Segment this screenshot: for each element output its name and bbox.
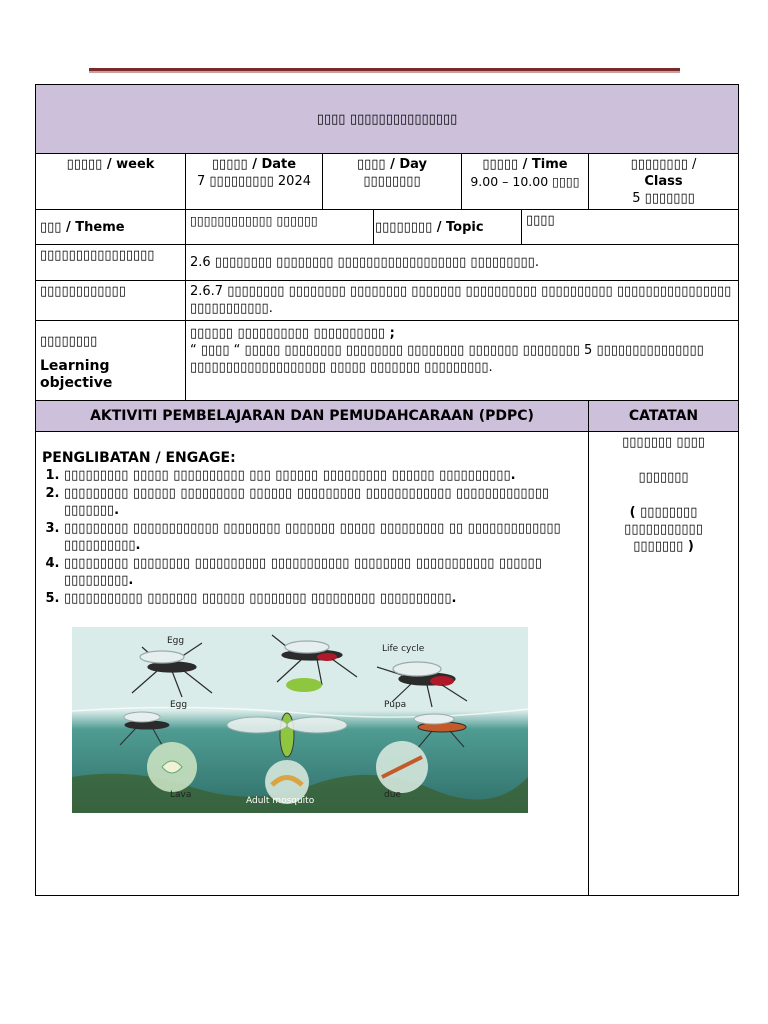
- label-adult: Adult mosquito: [246, 796, 315, 806]
- theme-label: ▯▯▯ / Theme: [36, 210, 186, 245]
- class-cell: [589, 154, 739, 210]
- class-label: ▯▯▯▯▯▯▯▯ /: [630, 157, 697, 172]
- standard-learning-label: ▯▯▯▯▯▯▯▯▯▯▯▯: [36, 281, 186, 321]
- notes-line-2: ▯▯▯▯▯▯▯: [638, 470, 689, 485]
- mosquito-life-cycle-illustration: [72, 627, 528, 813]
- list-item: 3. ▯▯▯▯▯▯▯▯▯ ▯▯▯▯▯▯▯▯▯▯▯▯ ▯▯▯▯▯▯▯▯ ▯▯▯▯▯▯▯ ▯▯▯▯▯ ▯▯▯▯▯▯▯▯▯ ▯▯ ▯▯▯▯▯▯▯▯▯▯▯▯▯ ▯▯▯▯▯▯▯▯▯▯.: [64, 520, 582, 554]
- theme-value: ▯▯▯▯▯▯▯▯▯▯▯▯ ▯▯▯▯▯▯: [186, 210, 374, 245]
- topic-label: ▯▯▯▯▯▯▯▯ / Topic: [374, 210, 522, 245]
- time-cell: [462, 154, 589, 210]
- larva-surface: [286, 678, 322, 692]
- week-label: ▯▯▯▯▯ / week: [66, 157, 155, 172]
- date-value: 7 ▯▯▯▯▯▯▯▯▯ 2024: [196, 174, 311, 189]
- document-title: ▯▯▯▯ ▯▯▯▯▯▯▯▯▯▯▯▯▯▯▯: [36, 85, 739, 154]
- notes-line-3: ( ▯▯▯▯▯▯▯▯: [629, 505, 698, 520]
- week-cell: [36, 154, 186, 210]
- activity-body: [36, 432, 589, 896]
- activity-steps: [42, 467, 582, 607]
- lesson-plan-table: [35, 84, 739, 896]
- topic-value: ▯▯▯▯: [522, 210, 739, 245]
- objective-label-cell: [36, 321, 186, 401]
- time-value: 9.00 – 10.00 ▯▯▯▯: [470, 174, 580, 189]
- notes-header: CATATAN: [589, 401, 739, 432]
- label-egg-2: Egg: [170, 700, 188, 710]
- label-lava: Lava: [170, 790, 192, 800]
- list-item: 1. ▯▯▯▯▯▯▯▯▯ ▯▯▯▯▯ ▯▯▯▯▯▯▯▯▯▯ ▯▯▯ ▯▯▯▯▯▯ ▯▯▯▯▯▯▯▯▯ ▯▯▯▯▯▯ ▯▯▯▯▯▯▯▯▯▯.: [64, 467, 582, 484]
- date-label: ▯▯▯▯▯ / Date: [211, 157, 297, 172]
- day-label: ▯▯▯▯ / Day: [356, 157, 428, 172]
- class-value: 5 ▯▯▯▯▯▯▯: [632, 191, 695, 206]
- day-cell: [323, 154, 462, 210]
- standard-content-label: ▯▯▯▯▯▯▯▯▯▯▯▯▯▯▯▯: [36, 245, 186, 281]
- list-item: 2. ▯▯▯▯▯▯▯▯▯ ▯▯▯▯▯▯ ▯▯▯▯▯▯▯▯▯ ▯▯▯▯▯▯ ▯▯▯▯▯▯▯▯▯ ▯▯▯▯▯▯▯▯▯▯▯▯ ▯▯▯▯▯▯▯▯▯▯▯▯▯ ▯▯▯▯▯▯▯.: [64, 485, 582, 519]
- list-item: 4. ▯▯▯▯▯▯▯▯▯ ▯▯▯▯▯▯▯▯ ▯▯▯▯▯▯▯▯▯▯ ▯▯▯▯▯▯▯▯▯▯▯ ▯▯▯▯▯▯▯▯ ▯▯▯▯▯▯▯▯▯▯▯ ▯▯▯▯▯▯ ▯▯▯▯▯▯▯▯▯.: [64, 555, 582, 589]
- notes-line-1: ▯▯▯▯▯▯▯ ▯▯▯▯: [622, 435, 705, 450]
- notes-body: [589, 432, 739, 896]
- label-life-cycle: Life cycle: [382, 644, 425, 654]
- class-label-en: Class: [644, 174, 683, 189]
- activity-header: AKTIVITI PEMBELAJARAN DAN PEMUDAHCARAAN (PDPC): [36, 401, 589, 432]
- label-pupa: Pupa: [384, 700, 407, 710]
- objective-line-2: “ ▯▯▯▯ “ ▯▯▯▯▯ ▯▯▯▯▯▯▯▯ ▯▯▯▯▯▯▯▯ ▯▯▯▯▯▯▯▯ ▯▯▯▯▯▯▯ ▯▯▯▯▯▯▯▯ 5 ▯▯▯▯▯▯▯▯▯▯▯▯▯▯▯ ▯▯▯▯▯▯▯▯▯▯▯▯▯▯▯▯▯▯▯ ▯▯▯▯▯ ▯▯▯▯▯▯▯ ▯▯▯▯▯▯▯▯▯.: [190, 343, 704, 375]
- objective-text: [186, 321, 739, 401]
- notes-line-5: ▯▯▯▯▯▯▯ ): [633, 539, 694, 554]
- section-title: PENGLIBATAN / ENGAGE:: [42, 450, 236, 466]
- standard-learning-value: 2.6.7 ▯▯▯▯▯▯▯▯ ▯▯▯▯▯▯▯▯ ▯▯▯▯▯▯▯▯ ▯▯▯▯▯▯▯ ▯▯▯▯▯▯▯▯▯▯ ▯▯▯▯▯▯▯▯▯▯ ▯▯▯▯▯▯▯▯▯▯▯▯▯▯▯▯ ▯▯▯▯▯▯▯▯▯▯▯.: [186, 281, 739, 321]
- standard-content-value: 2.6 ▯▯▯▯▯▯▯▯ ▯▯▯▯▯▯▯▯ ▯▯▯▯▯▯▯▯▯▯▯▯▯▯▯▯▯▯ ▯▯▯▯▯▯▯▯▯.: [186, 245, 739, 281]
- header-rule: [89, 68, 680, 73]
- notes-line-4: ▯▯▯▯▯▯▯▯▯▯▯: [624, 522, 703, 537]
- objective-label: ▯▯▯▯▯▯▯▯: [40, 334, 98, 349]
- time-label: ▯▯▯▯▯ / Time: [482, 157, 568, 172]
- objective-label-en: Learning objective: [40, 358, 113, 391]
- label-due: due: [384, 790, 401, 800]
- list-item: 5. ▯▯▯▯▯▯▯▯▯▯▯ ▯▯▯▯▯▯▯ ▯▯▯▯▯▯ ▯▯▯▯▯▯▯▯ ▯▯▯▯▯▯▯▯▯ ▯▯▯▯▯▯▯▯▯▯.: [64, 590, 582, 607]
- objective-line-1: ▯▯▯▯▯▯ ▯▯▯▯▯▯▯▯▯▯ ▯▯▯▯▯▯▯▯▯▯ ;: [190, 326, 395, 341]
- date-cell: [186, 154, 323, 210]
- label-egg: Egg: [167, 636, 185, 646]
- day-value: ▯▯▯▯▯▯▯▯: [363, 174, 421, 189]
